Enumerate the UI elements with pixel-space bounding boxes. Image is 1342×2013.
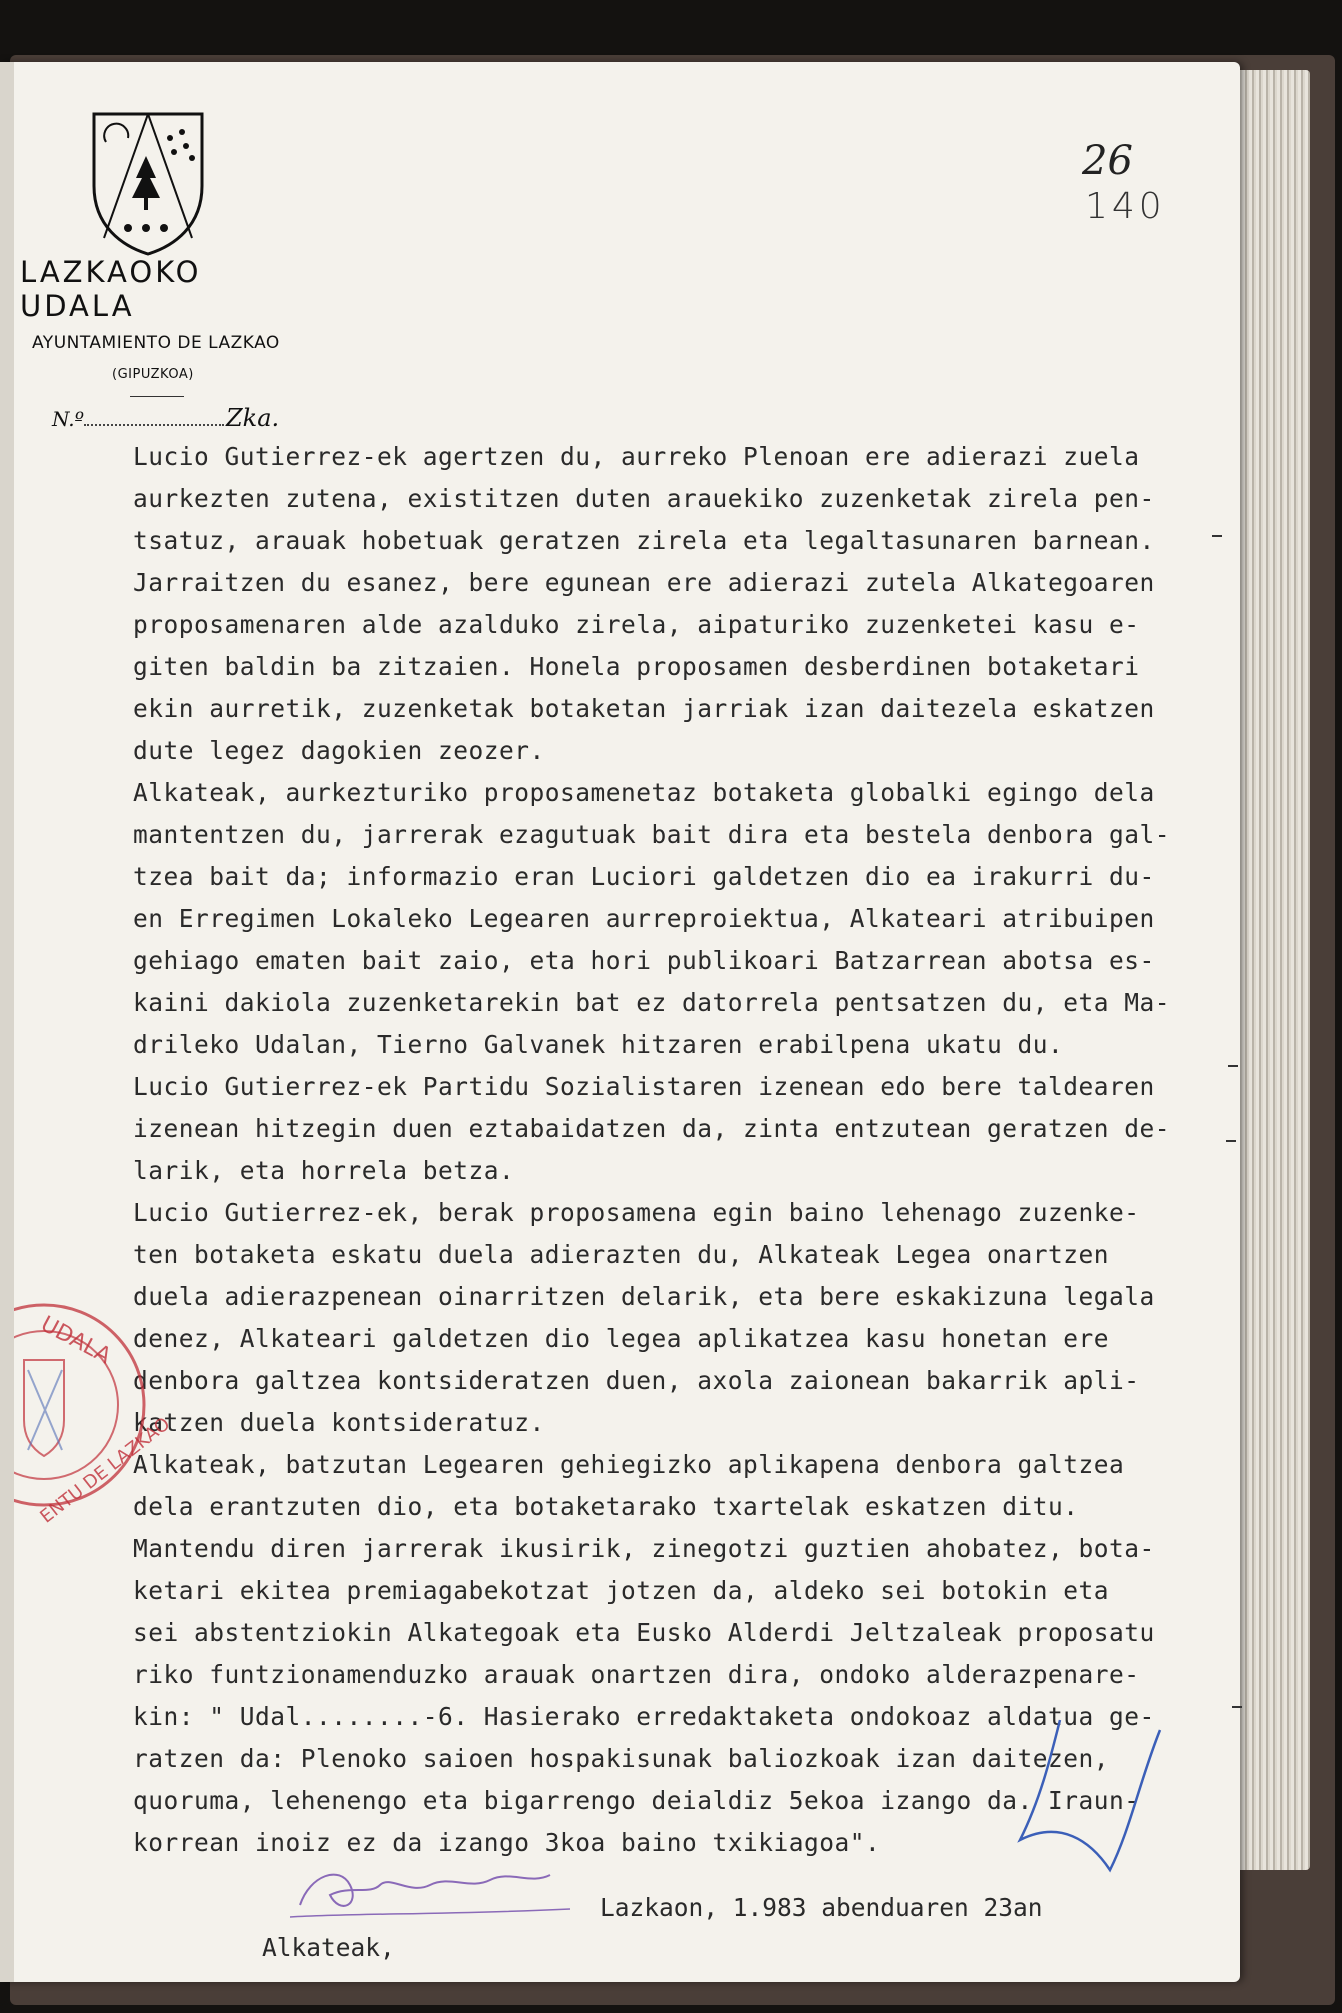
body-line: giten baldin ba zitzaien. Honela proposamen desberdinen botaketari bbox=[133, 652, 1140, 681]
body-line: Jarraitzen du esanez, bere egunean ere adierazi zutela Alkategoaren bbox=[133, 568, 1155, 597]
body-line: proposamenaren alde azalduko zirela, aipaturiko zuzenketei kasu e- bbox=[133, 610, 1140, 639]
coat-of-arms-icon bbox=[88, 108, 208, 258]
place-date: Lazkaon, 1.983 abenduaren 23an bbox=[600, 1893, 1043, 1922]
org-name: LAZKAOKO UDALA bbox=[20, 255, 202, 323]
signer-label: Alkateak, bbox=[262, 1933, 395, 1962]
body-line: sei abstentziokin Alkategoak eta Eusko Alderdi Jeltzaleak proposatu bbox=[133, 1618, 1155, 1647]
body-line: Alkateak, batzutan Legearen gehiegizko aplikapena denbora galtzea bbox=[133, 1450, 1125, 1479]
facing-page-edge bbox=[0, 62, 14, 1982]
margin-mark bbox=[1212, 535, 1222, 537]
body-line: duela adierazpenean oinarritzen delarik, eta bere eskakizuna legala bbox=[133, 1282, 1155, 1311]
body-line: Mantendu diren jarrerak ikusirik, zinegotzi guztien ahobatez, bota- bbox=[133, 1534, 1155, 1563]
body-line: dute legez dagokien zeozer. bbox=[133, 736, 545, 765]
margin-mark bbox=[1228, 1065, 1238, 1067]
body-line: Lucio Gutierrez-ek, berak proposamena egin baino lehenago zuzenke- bbox=[133, 1198, 1140, 1227]
margin-mark bbox=[1226, 1140, 1236, 1142]
body-line: ten botaketa eskatu duela adierazten du, Alkateak Legea onartzen bbox=[133, 1240, 1110, 1269]
body-line: katzen duela kontsideratuz. bbox=[133, 1408, 545, 1437]
body-line: quoruma, lehenengo eta bigarrengo deialdiz 5ekoa izango da. Iraun- bbox=[133, 1786, 1140, 1815]
body-line: ratzen da: Plenoko saioen hospakisunak baliozkoak izan daitezen, bbox=[133, 1744, 1110, 1773]
body-line: Lucio Gutierrez-ek agertzen du, aurreko Plenoan ere adierazi zuela bbox=[133, 442, 1140, 471]
stamp-text-bottom: ENTU DE LAZKAO bbox=[36, 1413, 175, 1528]
body-line: tsatuz, arauak hobetuak geratzen zirela eta legaltasunaren barnean. bbox=[133, 526, 1155, 555]
header-divider bbox=[130, 396, 184, 397]
body-line: Lucio Gutierrez-ek Partidu Sozialistaren izenean edo bere taldearen bbox=[133, 1072, 1155, 1101]
zka-label: Zka. bbox=[225, 404, 280, 432]
org-subtitle: AYUNTAMIENTO DE LAZKAO bbox=[32, 333, 280, 353]
number-dotted-field bbox=[84, 410, 224, 426]
margin-mark bbox=[1232, 1706, 1242, 1708]
body-line: kin: " Udal........-6. Hasierako erredaktaketa ondokoaz aldatua ge- bbox=[133, 1702, 1155, 1731]
stamp-text-top: UDALA bbox=[36, 1311, 115, 1370]
document-body bbox=[133, 436, 1223, 1864]
org-province: (GIPUZKOA) bbox=[112, 367, 194, 382]
body-line: mantentzen du, jarrerak ezagutuak bait dira eta bestela denbora gal- bbox=[133, 820, 1171, 849]
page-number: 140 bbox=[1085, 186, 1166, 227]
body-line: korrean inoiz ez da izango 3koa baino txikiagoa". bbox=[133, 1828, 881, 1857]
body-line: ekin aurretik, zuzenketak botaketan jarriak izan daitezela eskatzen bbox=[133, 694, 1155, 723]
body-line: riko funtzionamenduzko arauak onartzen dira, ondoko alderazpenare- bbox=[133, 1660, 1140, 1689]
body-line: kaini dakiola zuzenketarekin bat ez datorrela pentsatzen du, eta Ma- bbox=[133, 988, 1171, 1017]
signature-icon bbox=[280, 1855, 580, 1925]
body-line: Alkateak, aurkezturiko proposamenetaz botaketa globalki egingo dela bbox=[133, 778, 1155, 807]
blue-pen-mark-icon bbox=[1000, 1690, 1230, 1880]
body-line: dela erantzuten dio, eta botaketarako txartelak eskatzen ditu. bbox=[133, 1492, 1079, 1521]
body-line: izenean hitzegin duen eztabaidatzen da, zinta entzutean geratzen de- bbox=[133, 1114, 1171, 1143]
body-line: drileko Udalan, Tierno Galvanek hitzaren erabilpena ukatu du. bbox=[133, 1030, 1064, 1059]
body-line: gehiago ematen bait zaio, eta hori publikoari Batzarrean abotsa es- bbox=[133, 946, 1155, 975]
handwritten-folio-number: 26 bbox=[1082, 138, 1133, 184]
organization-header bbox=[20, 255, 320, 397]
reference-number-line bbox=[52, 404, 279, 432]
body-line: ketari ekitea premiagabekotzat jotzen da, aldeko sei botokin eta bbox=[133, 1576, 1110, 1605]
number-label: N.º bbox=[52, 407, 84, 431]
body-line: aurkezten zutena, existitzen duten arauekiko zuzenketak zirela pen- bbox=[133, 484, 1155, 513]
body-line: denez, Alkateari galdetzen dio legea aplikatzea kasu honetan ere bbox=[133, 1324, 1110, 1353]
body-line: en Erregimen Lokaleko Legearen aurreproiektua, Alkateari atribuipen bbox=[133, 904, 1155, 933]
body-line: tzea bait da; informazio eran Luciori galdetzen dio ea irakurri du- bbox=[133, 862, 1155, 891]
body-line: larik, eta horrela betza. bbox=[133, 1156, 515, 1185]
body-line: denbora galtzea kontsideratzen duen, axola zaionean bakarrik apli- bbox=[133, 1366, 1140, 1395]
